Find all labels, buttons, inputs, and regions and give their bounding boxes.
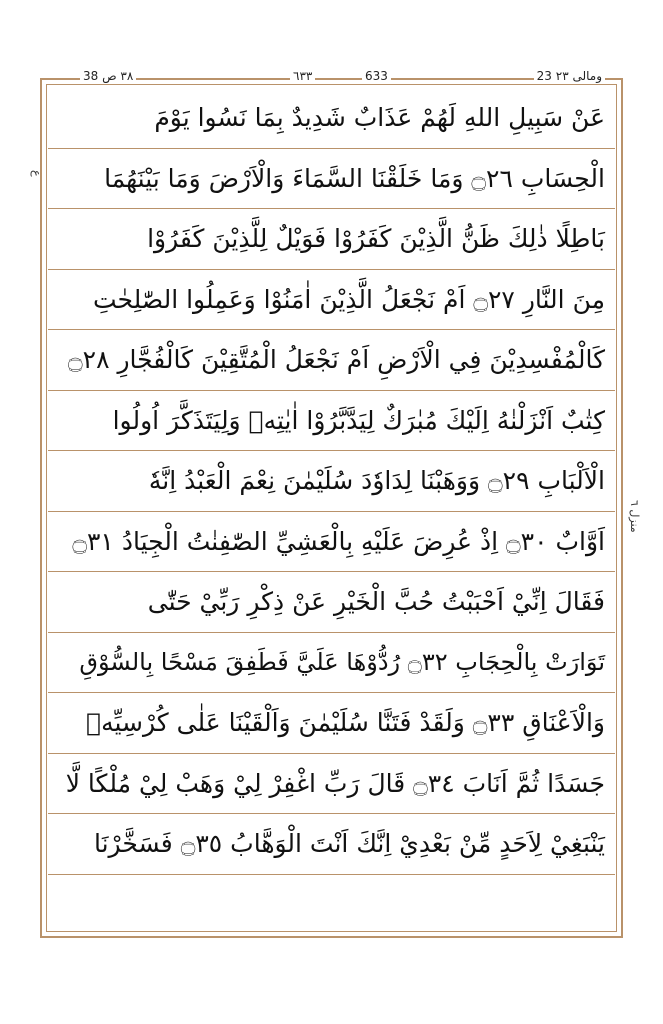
verse-text: كَالْمُفْسِدِيْنَ فِي الْاَرْضِ اَمْ نَجْعَلُ الْمُتَّقِيْنَ كَالْفُجَّارِ ۝٢٨	[68, 345, 605, 375]
text-line-10	[48, 633, 615, 694]
text-line-2	[48, 149, 615, 210]
verse-text: كِتٰبٌ اَنْزَلْنٰهُ اِلَيْكَ مُبٰرَكٌ لِيَدَّبَّرُوْا اٰيٰتِهٖ وَلِيَتَذَكَّرَ اُولُوا	[112, 405, 605, 435]
text-line-5	[48, 330, 615, 391]
verse-text: يَنْبَغِيْ لِاَحَدٍ مِّنْ بَعْدِيْ اِنَّكَ اَنْتَ الْوَهَّابُ ۝٣٥ فَسَخَّرْنَا	[93, 829, 605, 859]
para-label: 23 ومالى ٢٣	[534, 68, 605, 84]
page-header	[40, 68, 623, 86]
text-line-9	[48, 572, 615, 633]
manzil-mark: منزل ٦	[628, 500, 641, 533]
text-line-12	[48, 754, 615, 815]
text-line-3	[48, 209, 615, 270]
surah-page-label: ٣٨ ص 38	[80, 68, 136, 84]
verse-text: تَوَارَتْ بِالْحِجَابِ ۝٣٢ رُدُّوْهَا عَلَيَّ فَطَفِقَ مَسْحًا بِالسُّوْقِ	[79, 648, 605, 677]
text-line-4	[48, 270, 615, 331]
page-number: 633	[362, 68, 391, 84]
ruku-mark: ع	[30, 170, 43, 177]
verse-text: جَسَدًا ثُمَّ اَنَابَ ۝٣٤ قَالَ رَبِّ اغْفِرْ لِيْ وَهَبْ لِيْ مُلْكًا لَّا	[65, 768, 605, 798]
verse-text: الْاَلْبَابِ ۝٢٩ وَوَهَبْنَا لِدَاوٗدَ سُلَيْمٰنَ نِعْمَ الْعَبْدُ اِنَّهٗ	[148, 466, 605, 496]
text-line-11	[48, 693, 615, 754]
text-line-6	[48, 391, 615, 452]
page-number-urdu: ٦٣٣	[290, 68, 315, 84]
text-line-13	[48, 814, 615, 875]
verse-text: وَالْاَعْنَاقِ ۝٣٣ وَلَقَدْ فَتَنَّا سُلَيْمٰنَ وَاَلْقَيْنَا عَلٰى كُرْسِيِّهٖ	[86, 708, 605, 738]
verse-text: اَوَّابٌ ۝٣٠ اِذْ عُرِضَ عَلَيْهِ بِالْعَشِيِّ الصّٰفِنٰتُ الْجِيَادُ ۝٣١	[72, 526, 605, 556]
text-line-8	[48, 512, 615, 573]
verse-text: بَاطِلًا ذٰلِكَ ظَنُّ الَّذِيْنَ كَفَرُوْا فَوَيْلٌ لِلَّذِيْنَ كَفَرُوْا	[147, 224, 605, 254]
verse-text: مِنَ النَّارِ ۝٢٧ اَمْ نَجْعَلُ الَّذِيْنَ اٰمَنُوْا وَعَمِلُوا الصّٰلِحٰتِ	[92, 284, 605, 314]
verse-text: الْحِسَابِ ۝٢٦ وَمَا خَلَقْنَا السَّمَاءَ وَالْاَرْضَ وَمَا بَيْنَهُمَا	[104, 163, 605, 193]
quran-text-lines	[48, 88, 615, 875]
verse-text: فَقَالَ اِنِّيْ اَحْبَبْتُ حُبَّ الْخَيْرِ عَنْ ذِكْرِ رَبِّيْ حَتّٰى	[147, 587, 605, 617]
text-line-1	[48, 88, 615, 149]
text-line-7	[48, 451, 615, 512]
verse-text: عَنْ سَبِيلِ اللهِ لَهُمْ عَذَابٌ شَدِيدٌ بِمَا نَسُوا يَوْمَ	[154, 103, 605, 133]
